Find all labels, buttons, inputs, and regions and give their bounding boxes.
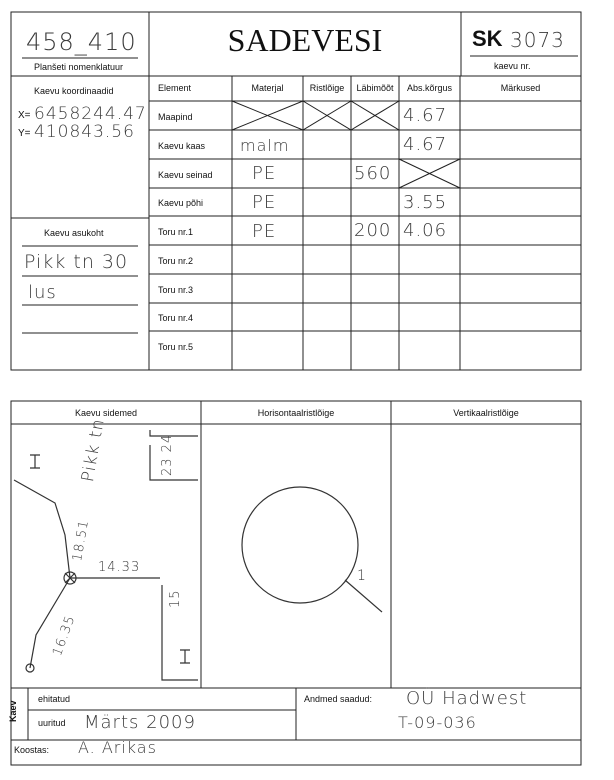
table-row-label: Toru nr.1 (158, 227, 194, 237)
horizontal-cross-section (242, 487, 382, 612)
y-prefix: Y= (18, 128, 31, 139)
table-row-label: Toru nr.3 (158, 285, 194, 295)
table-row-label: Toru nr.2 (158, 256, 194, 266)
pipe-number: 1 (357, 568, 367, 584)
th-notes: Märkused (500, 83, 541, 93)
table-row-label: Toru nr.5 (158, 342, 194, 352)
well-label: kaevu nr. (494, 61, 531, 71)
vertical-header: Vertikaalristlõige (453, 408, 519, 418)
kaas-height: 4.67 (403, 134, 448, 155)
location-line2: lus (28, 282, 57, 303)
data-source-line2: T-09-036 (398, 713, 477, 732)
sheet-label: Planšeti nomenklatuur (34, 62, 124, 72)
kaas-material: malm (240, 136, 290, 155)
well-number: 3073 (510, 28, 565, 52)
vertical-label: Kaev (8, 700, 18, 722)
author-value: A. Arikas (78, 738, 157, 757)
x-coordinate: 6458244.47 (34, 104, 147, 124)
coordinates-label: Kaevu koordinaadid (34, 86, 114, 96)
surveyed-value: Märts 2009 (84, 712, 196, 733)
data-source-line1: OÜ Hadwest (406, 688, 528, 709)
page-title: SADEVESI (227, 22, 383, 58)
surveyed-label: uuritud (38, 718, 66, 728)
table-row-label: Maapind (158, 112, 193, 122)
pohi-material: PE (252, 192, 277, 213)
dist-up-label: 18.51 (70, 518, 93, 563)
th-material: Materjal (251, 83, 284, 93)
horizontal-header: Horisontaalristlõige (257, 408, 335, 418)
seinad-material: PE (252, 163, 277, 184)
dist-down-label: 16.35 (50, 613, 79, 659)
toru1-height: 4.06 (403, 220, 448, 241)
connections-header: Kaevu sidemed (74, 408, 138, 418)
toru1-material: PE (252, 221, 277, 242)
th-height: Abs.kõrgus (406, 83, 453, 93)
location-label: Kaevu asukoht (44, 228, 104, 238)
x-prefix: X= (18, 110, 31, 121)
author-label: Koostas: (14, 745, 50, 755)
building-top-label: 23 24 (160, 433, 175, 476)
built-label: ehitatud (38, 694, 71, 704)
table-row-label: Toru nr.4 (158, 313, 194, 323)
th-cross: Ristlõige (309, 83, 345, 93)
building-right-label: 15 (168, 589, 183, 608)
dist-right-label: 14.33 (98, 560, 141, 575)
maapind-height: 4.67 (403, 105, 448, 126)
street-label: Pikk tn (78, 416, 109, 484)
location-line1: Pikk tn 30 (24, 251, 129, 273)
data-source-label: Andmed saadud: (304, 694, 373, 704)
table-row-label: Kaevu põhi (158, 198, 204, 208)
y-coordinate: 410843.56 (34, 122, 135, 142)
seinad-diameter: 560 (354, 163, 392, 184)
well-prefix: SK (472, 26, 503, 51)
table-row-label: Kaevu kaas (158, 141, 206, 151)
th-element: Element (158, 83, 192, 93)
table-row-label: Kaevu seinad (158, 170, 213, 180)
sheet-code: 458_410 (26, 28, 137, 56)
pohi-height: 3.55 (403, 192, 448, 213)
toru1-diameter: 200 (354, 220, 392, 241)
th-diameter: Läbimõõt (356, 83, 394, 93)
